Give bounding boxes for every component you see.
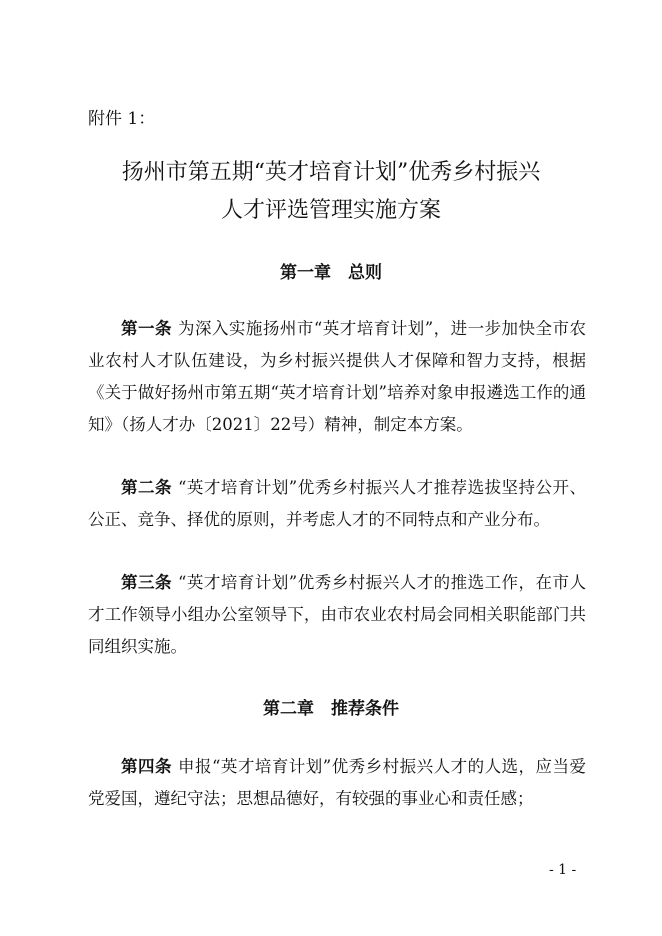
article-paragraph (88, 567, 586, 663)
article-text: 为深入实施扬州市“英才培育计划”，进一步加快全市农业农村人才队伍建设，为乡村振兴提供人才保障和智力支持，根据《关于做好扬州市第五期“英才培育计划”培养对象申报遴选工作的通知》（扬人才办〔2021〕22号）精神，制定本方案。 (88, 319, 587, 434)
article-label: 第三条 (121, 573, 172, 592)
article-paragraph (88, 472, 586, 536)
article-label: 第二条 (121, 478, 172, 497)
article-label: 第一条 (121, 319, 172, 338)
chapter-heading-1: 第一章 总则 (280, 263, 382, 283)
article-paragraph (88, 313, 586, 441)
attachment-label: 附件 1： (88, 109, 156, 129)
article-text: 申报“英才培育计划”优秀乡村振兴人才的人选，应当爱党爱国，遵纪守法；思想品德好，有较强的事业心和责任感； (88, 757, 587, 808)
document-title-line-2: 人才评选管理实施方案 (220, 198, 441, 223)
chapter-heading-2: 第二章 推荐条件 (263, 699, 399, 719)
article-text: “英才培育计划”优秀乡村振兴人才的推选工作，在市人才工作领导小组办公室领导下，由市农业农村局会同相关职能部门共同组织实施。 (88, 573, 587, 656)
page-number: - 1 - (549, 862, 577, 878)
article-label: 第四条 (121, 757, 172, 776)
document-title-line-1: 扬州市第五期“英才培育计划”优秀乡村振兴 (121, 160, 541, 185)
article-text: “英才培育计划”优秀乡村振兴人才推荐选拔坚持公开、公正、竞争、择优的原则，并考虑人才的不同特点和产业分布。 (88, 478, 587, 529)
article-paragraph (88, 751, 586, 815)
